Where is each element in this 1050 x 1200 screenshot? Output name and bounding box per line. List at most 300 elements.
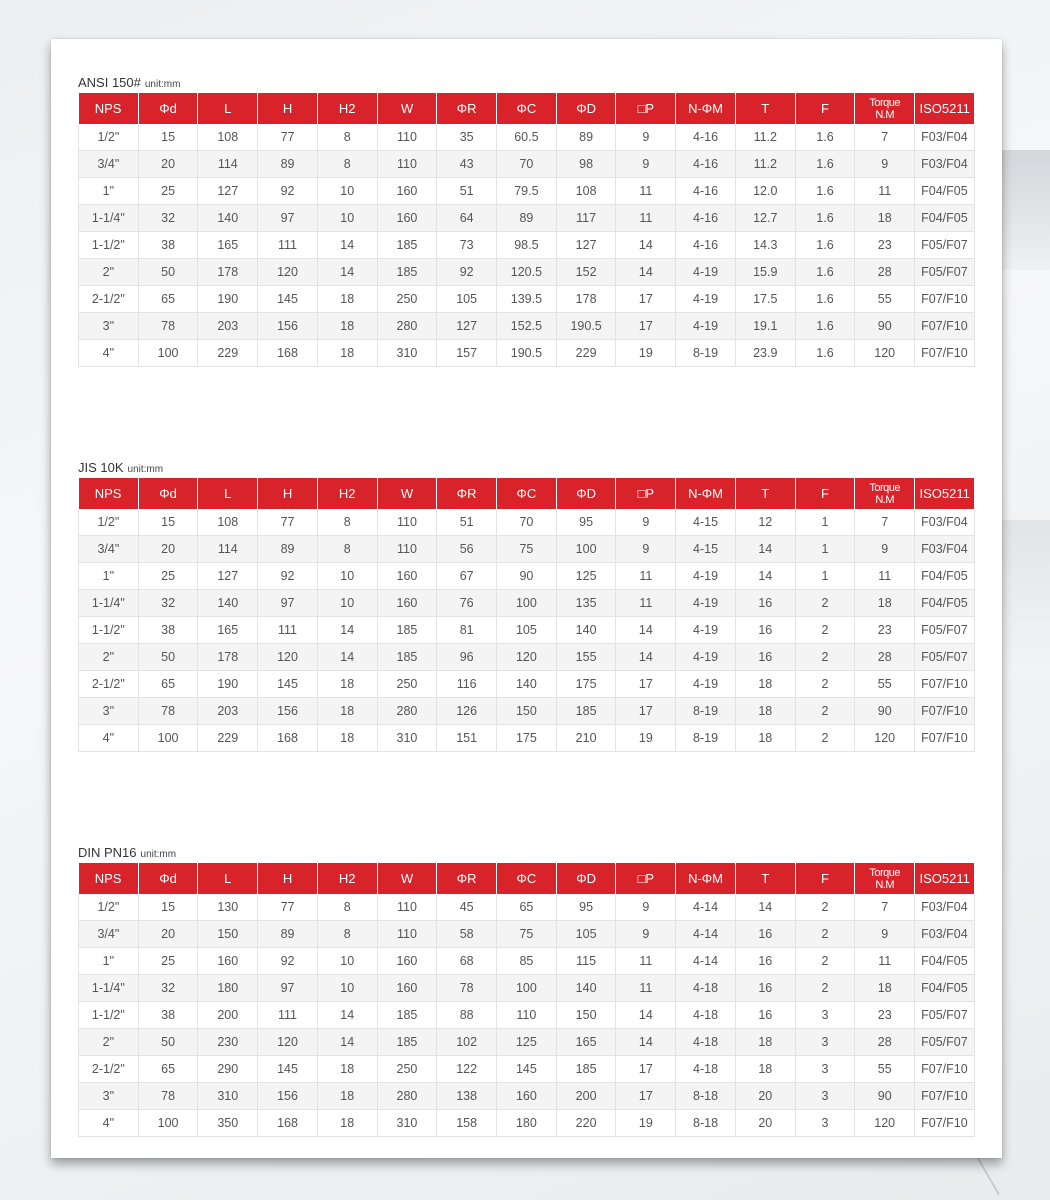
table-cell: 23 [855,1002,915,1029]
table-cell: 89 [258,536,318,563]
table-cell: 4-16 [676,178,736,205]
table-cell: 16 [735,617,795,644]
table-cell: 28 [855,644,915,671]
table-cell: 190.5 [497,340,557,367]
table-cell: 125 [556,563,616,590]
table-cell: 25 [138,563,198,590]
table-cell: 11 [855,563,915,590]
table-cell: 180 [497,1110,557,1137]
table-cell: F04/F05 [915,975,975,1002]
table-row [79,1029,975,1056]
table-cell: 111 [258,1002,318,1029]
column-header: W [377,93,437,124]
table-cell: 2" [79,1029,139,1056]
spec-sheet [51,39,1002,1158]
table-cell: 43 [437,151,497,178]
table-cell: 4-18 [676,1056,736,1083]
table-cell: 11 [616,563,676,590]
table-cell: 64 [437,205,497,232]
table-cell: 16 [735,590,795,617]
table-cell: 120 [855,340,915,367]
table-cell: 18 [735,1056,795,1083]
table-cell: F07/F10 [915,340,975,367]
table-cell: 14 [616,232,676,259]
table-cell: 4" [79,1110,139,1137]
table-cell: 12.0 [735,178,795,205]
spec-table [78,478,975,752]
table-row [79,286,975,313]
table-row [79,205,975,232]
table-cell: 18 [317,313,377,340]
table-cell: 126 [437,698,497,725]
table-cell: 160 [377,563,437,590]
table-cell: 8 [317,894,377,921]
table-cell: 105 [497,617,557,644]
table-row [79,563,975,590]
table-cell: 185 [377,644,437,671]
table-cell: 145 [258,671,318,698]
table-cell: 78 [437,975,497,1002]
table-cell: 160 [377,590,437,617]
table-cell: 127 [437,313,497,340]
table-cell: 75 [497,536,557,563]
table-cell: 60.5 [497,124,557,151]
column-header [855,93,915,124]
table-cell: 17 [616,1083,676,1110]
table-cell: F07/F10 [915,286,975,313]
table-cell: 14 [735,563,795,590]
table-cell: 105 [437,286,497,313]
table-cell: 229 [198,725,258,752]
column-header: F [795,93,855,124]
table-row [79,232,975,259]
table-cell: 77 [258,509,318,536]
table-cell: 12 [735,509,795,536]
table-cell: 229 [198,340,258,367]
column-header: ISO5211 [915,478,975,509]
column-header: N-ΦM [676,478,736,509]
table-cell: 55 [855,1056,915,1083]
table-cell: F07/F10 [915,313,975,340]
table-row [79,725,975,752]
table-cell: 130 [198,894,258,921]
table-cell: 19 [616,1110,676,1137]
table-cell: 120 [497,644,557,671]
table-cell: 92 [258,178,318,205]
table-cell: 4-16 [676,232,736,259]
table-cell: 145 [258,1056,318,1083]
table-cell: 1 [795,509,855,536]
table-cell: 185 [377,259,437,286]
table-cell: 11 [616,205,676,232]
table-cell: 18 [855,205,915,232]
table-row [79,948,975,975]
table-cell: 77 [258,124,318,151]
table-cell: 14 [317,259,377,286]
table-row [79,698,975,725]
table-cell: 100 [497,590,557,617]
table-cell: 185 [377,1029,437,1056]
table-cell: 1.6 [795,178,855,205]
column-header: H [258,863,318,894]
table-cell: 11 [616,178,676,205]
table-cell: 32 [138,975,198,1002]
section-title [78,458,974,478]
table-cell: F03/F04 [915,124,975,151]
table-cell: F03/F04 [915,151,975,178]
table-cell: 2 [795,894,855,921]
table-cell: 165 [198,617,258,644]
table-cell: F07/F10 [915,671,975,698]
table-cell: 1.6 [795,151,855,178]
table-cell: 9 [616,536,676,563]
table-cell: 18 [855,975,915,1002]
table-cell: 23 [855,232,915,259]
table-cell: 58 [437,921,497,948]
table-cell: 90 [855,1083,915,1110]
table-cell: 152 [556,259,616,286]
table-cell: 20 [138,151,198,178]
column-header: Φd [138,478,198,509]
table-row [79,1056,975,1083]
table-cell: 158 [437,1110,497,1137]
table-cell: 9 [855,151,915,178]
table-cell: 7 [855,894,915,921]
table-cell: 14 [317,1002,377,1029]
table-cell: 20 [735,1110,795,1137]
table-cell: 90 [855,313,915,340]
table-cell: 185 [377,232,437,259]
table-cell: 55 [855,671,915,698]
table-cell: 8-19 [676,725,736,752]
table-cell: 135 [556,590,616,617]
table-cell: 2" [79,259,139,286]
table-cell: 175 [497,725,557,752]
table-cell: 16 [735,1002,795,1029]
table-cell: 10 [317,975,377,1002]
table-cell: 97 [258,205,318,232]
table-cell: 18 [735,698,795,725]
table-row [79,313,975,340]
table-cell: 18 [317,698,377,725]
table-cell: 4-19 [676,286,736,313]
table-cell: 116 [437,671,497,698]
table-row [79,894,975,921]
table-cell: 15.9 [735,259,795,286]
column-header: □P [616,93,676,124]
column-header: Φd [138,863,198,894]
table-cell: 85 [497,948,557,975]
table-cell: 127 [198,178,258,205]
table-row [79,178,975,205]
table-cell: 8-18 [676,1083,736,1110]
spec-table [78,863,975,1137]
table-cell: 1-1/2" [79,617,139,644]
table-cell: 350 [198,1110,258,1137]
table-cell: 190 [198,286,258,313]
column-header: N-ΦM [676,863,736,894]
table-cell: 17 [616,313,676,340]
table-cell: 11.2 [735,124,795,151]
table-cell: 185 [377,617,437,644]
table-cell: 9 [616,921,676,948]
table-cell: 2-1/2" [79,671,139,698]
table-cell: 18 [317,286,377,313]
table-cell: F03/F04 [915,894,975,921]
table-cell: 28 [855,1029,915,1056]
table-cell: 17 [616,286,676,313]
table-cell: F05/F07 [915,617,975,644]
column-header: ΦR [437,93,497,124]
table-cell: 4-16 [676,151,736,178]
table-cell: 14 [317,617,377,644]
table-cell: 11 [616,948,676,975]
table-cell: F04/F05 [915,590,975,617]
table-cell: 79.5 [497,178,557,205]
table-cell: 117 [556,205,616,232]
table-cell: 115 [556,948,616,975]
table-row [79,644,975,671]
table-cell: 160 [377,205,437,232]
table-cell: 185 [556,698,616,725]
table-cell: 178 [198,644,258,671]
table-cell: 108 [198,124,258,151]
table-cell: 1/2" [79,509,139,536]
table-cell: 14 [616,644,676,671]
table-cell: 2 [795,948,855,975]
table-row [79,1083,975,1110]
table-cell: 18 [735,1029,795,1056]
spec-section [78,843,974,1137]
table-row [79,975,975,1002]
table-cell: 23.9 [735,340,795,367]
table-cell: 127 [556,232,616,259]
column-header: T [735,478,795,509]
table-cell: 110 [377,536,437,563]
table-cell: 51 [437,509,497,536]
table-cell: 4-18 [676,1002,736,1029]
table-cell: 95 [556,509,616,536]
column-header: L [198,863,258,894]
table-cell: 3" [79,698,139,725]
table-cell: 4-18 [676,975,736,1002]
table-cell: 18 [317,340,377,367]
table-cell: 97 [258,975,318,1002]
table-row [79,509,975,536]
table-cell: 3" [79,313,139,340]
column-header: ISO5211 [915,93,975,124]
table-cell: 4-19 [676,259,736,286]
table-cell: 38 [138,1002,198,1029]
table-cell: 2 [795,921,855,948]
table-cell: F03/F04 [915,536,975,563]
table-cell: 108 [556,178,616,205]
table-cell: 14 [317,232,377,259]
table-cell: 9 [616,509,676,536]
table-cell: 78 [138,698,198,725]
table-cell: 155 [556,644,616,671]
column-header-line: N.M [875,493,895,506]
column-header: □P [616,863,676,894]
table-cell: 14 [735,536,795,563]
column-header: ΦC [497,93,557,124]
table-cell: 100 [138,340,198,367]
table-cell: 15 [138,894,198,921]
table-cell: 168 [258,1110,318,1137]
table-cell: 8-19 [676,698,736,725]
table-cell: 110 [377,151,437,178]
table-cell: 108 [198,509,258,536]
column-header-line: N.M [875,108,895,121]
table-cell: 145 [258,286,318,313]
table-cell: 8 [317,536,377,563]
table-cell: 2 [795,644,855,671]
table-cell: 2-1/2" [79,286,139,313]
table-cell: 89 [258,151,318,178]
table-cell: 120 [258,259,318,286]
table-cell: 190 [198,671,258,698]
table-cell: 1 [795,536,855,563]
table-cell: 310 [198,1083,258,1110]
table-cell: 4-19 [676,563,736,590]
table-cell: F04/F05 [915,563,975,590]
table-cell: 4-16 [676,124,736,151]
table-cell: 4-15 [676,509,736,536]
table-cell: 160 [198,948,258,975]
table-cell: 140 [556,617,616,644]
table-cell: 152.5 [497,313,557,340]
table-cell: 3/4" [79,151,139,178]
table-cell: 28 [855,259,915,286]
table-cell: 280 [377,313,437,340]
table-cell: 4-16 [676,205,736,232]
table-cell: F05/F07 [915,232,975,259]
table-cell: 178 [198,259,258,286]
table-cell: 110 [377,509,437,536]
table-cell: 20 [138,921,198,948]
table-cell: 100 [556,536,616,563]
table-cell: 4-19 [676,671,736,698]
table-cell: 250 [377,286,437,313]
table-cell: 4-14 [676,894,736,921]
header-row [79,93,975,124]
table-cell: 14 [616,1002,676,1029]
table-cell: 110 [377,124,437,151]
table-cell: 18 [317,671,377,698]
table-cell: 11 [855,178,915,205]
table-cell: 78 [138,313,198,340]
table-cell: 10 [317,563,377,590]
table-cell: 156 [258,313,318,340]
table-cell: 1.6 [795,340,855,367]
table-cell: 8 [317,509,377,536]
table-cell: 4" [79,340,139,367]
table-cell: 1.6 [795,286,855,313]
table-cell: 50 [138,1029,198,1056]
table-cell: 11 [616,590,676,617]
table-cell: 76 [437,590,497,617]
table-cell: 38 [138,617,198,644]
column-header [855,863,915,894]
table-cell: 15 [138,124,198,151]
column-header: ΦD [556,478,616,509]
table-cell: 3/4" [79,921,139,948]
table-cell: 19 [616,725,676,752]
table-cell: 127 [198,563,258,590]
table-cell: 3/4" [79,536,139,563]
table-cell: 78 [138,1083,198,1110]
column-header: L [198,478,258,509]
table-cell: 3 [795,1083,855,1110]
table-cell: 100 [497,975,557,1002]
table-cell: 18 [735,671,795,698]
table-cell: 90 [497,563,557,590]
table-cell: 185 [556,1056,616,1083]
table-cell: 100 [138,1110,198,1137]
table-cell: 17 [616,1056,676,1083]
table-cell: 280 [377,1083,437,1110]
table-cell: 122 [437,1056,497,1083]
table-row [79,1110,975,1137]
table-cell: F07/F10 [915,725,975,752]
table-cell: 98.5 [497,232,557,259]
table-cell: 16 [735,948,795,975]
standard-name: DIN PN16 [78,845,137,860]
table-cell: 125 [497,1029,557,1056]
table-cell: 20 [138,536,198,563]
column-header: NPS [79,863,139,894]
table-cell: 140 [198,590,258,617]
table-cell: 138 [437,1083,497,1110]
table-cell: 18 [855,590,915,617]
table-cell: 4-19 [676,590,736,617]
table-cell: 15 [138,509,198,536]
table-cell: 4-19 [676,313,736,340]
table-cell: 92 [437,259,497,286]
column-header: H2 [317,478,377,509]
table-cell: 32 [138,590,198,617]
table-cell: 250 [377,671,437,698]
table-row [79,590,975,617]
table-cell: 11 [616,975,676,1002]
table-cell: 65 [138,286,198,313]
table-cell: 2" [79,644,139,671]
table-cell: F04/F05 [915,178,975,205]
table-cell: 156 [258,1083,318,1110]
standard-name: ANSI 150# [78,75,141,90]
column-header: □P [616,478,676,509]
table-cell: 3 [795,1056,855,1083]
table-cell: 4-15 [676,536,736,563]
table-cell: 156 [258,698,318,725]
column-header: NPS [79,93,139,124]
table-cell: 1" [79,948,139,975]
table-cell: 157 [437,340,497,367]
table-cell: 120 [855,725,915,752]
table-cell: 65 [138,1056,198,1083]
column-header [855,478,915,509]
table-cell: 98 [556,151,616,178]
table-cell: 19 [616,340,676,367]
column-header: L [198,93,258,124]
table-cell: 190.5 [556,313,616,340]
table-cell: 165 [198,232,258,259]
header-row [79,863,975,894]
table-cell: 178 [556,286,616,313]
table-cell: 160 [377,178,437,205]
table-cell: 290 [198,1056,258,1083]
column-header: Φd [138,93,198,124]
